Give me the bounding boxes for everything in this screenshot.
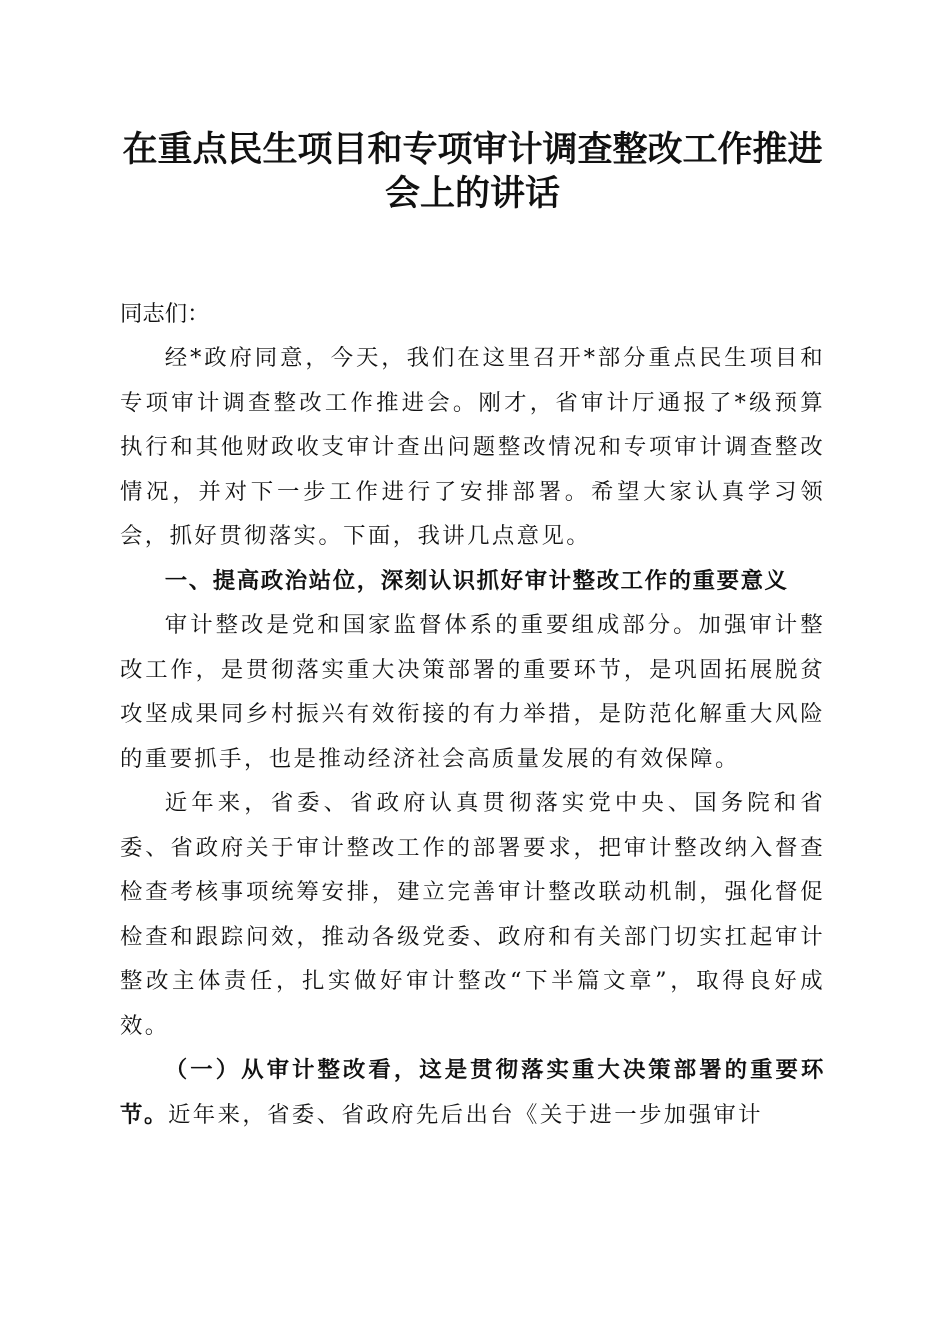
section-1-paragraph-2: 近年来，省委、省政府认真贯彻落实党中央、国务院和省委、省政府关于审计整改工作的部署要求，把审计整改纳入督查检查考核事项统筹安排，建立完善审计整改联动机制，强化督促检查和跟踪问效，推动各级党委、政府和有关部门切实扛起审计整改主体责任，扎实做好审计整改“下半篇文章”，取得良好成效。 [120,790,825,1039]
subsection-1-text: 近年来，省委、省政府先后出台《关于进一步加强审计 [167,1101,763,1128]
intro-paragraph: 经*政府同意，今天，我们在这里召开*部分重点民生项目和专项审计调查整改工作推进会。刚才，省审计厅通报了*级预算执行和其他财政收支审计查出问题整改情况和专项审计调查整改情况，并对下一步工作进行了安排部署。希望大家认真学习领会，抓好贯彻落实。下面，我讲几点意见。 [120,345,825,549]
document-page [120,128,825,1137]
subsection-1-lead: （一）从审计整改看，这是贯彻落实重大决策部署的重要环节。 [120,1057,825,1128]
section-1-paragraph-1: 审计整改是党和国家监督体系的重要组成部分。加强审计整改工作，是贯彻落实重大决策部署的重要环节，是巩固拓展脱贫攻坚成果同乡村振兴有效衔接的有力举措，是防范化解重大风险的重要抓手，也是推动经济社会高质量发展的有效保障。 [120,612,825,772]
title-line-1: 在重点民生项目和专项审计调查整改工作推进 [122,130,823,170]
subsection-1-paragraph [120,1048,825,1137]
section-1-heading: 一、提高政治站位，深刻认识抓好审计整改工作的重要意义 [164,567,789,594]
title-line-2: 会上的讲话 [384,174,560,214]
document-title [120,128,825,216]
salutation: 同志们： [120,301,210,327]
